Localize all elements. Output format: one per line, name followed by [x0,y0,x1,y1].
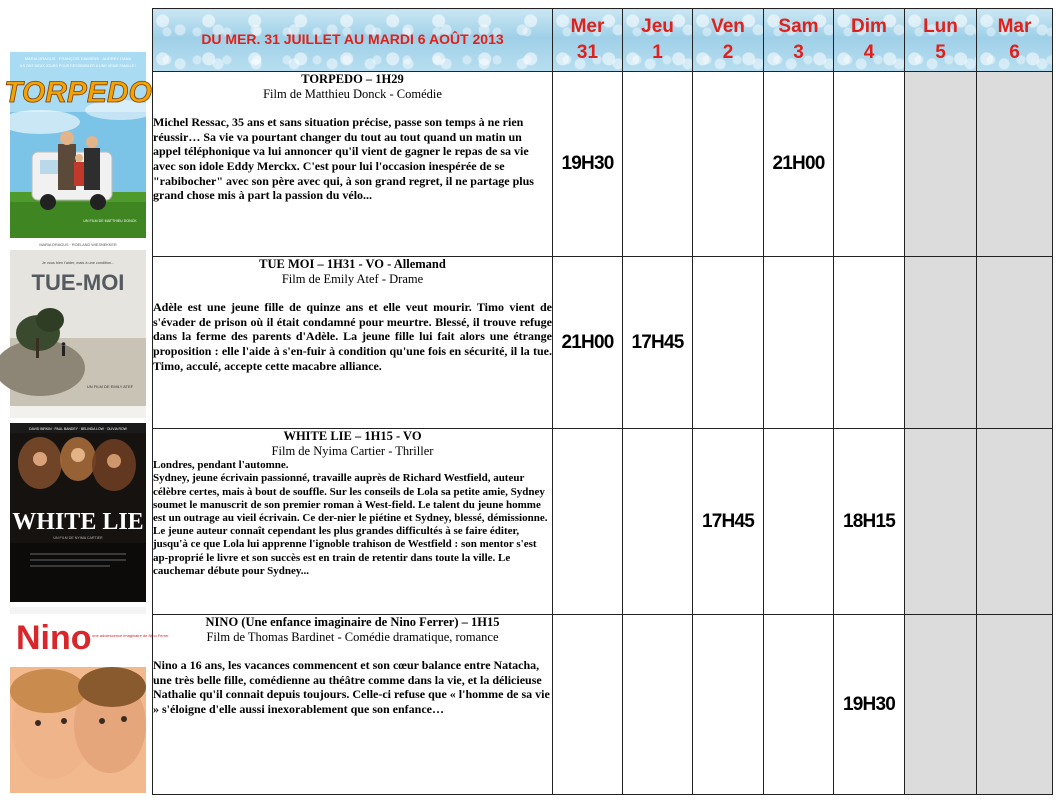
schedule-header-row [153,9,1053,72]
film-meta: Film de Emily Atef - Drame [281,271,424,286]
showtime-cell [834,72,905,257]
poster-torpedo [4,52,152,238]
film-row-white-lie [153,429,1053,615]
showtime-cell: 21H00 [764,72,834,257]
day-number: 5 [935,42,946,63]
poster-white-lie-credit: UN FILM DE NYIMA CARTIER [53,536,103,540]
day-header [553,9,623,72]
showtime-cell [693,72,764,257]
day-name: Mar [997,16,1032,37]
day-name: Dim [851,16,887,37]
showtime-cell [693,615,764,795]
showtime-cell-closed [905,257,977,429]
day-name: Lun [923,16,958,37]
film-description [153,429,553,615]
showtime-cell-closed [905,72,977,257]
film-title: TUE MOI – 1H31 - VO - Allemand [259,257,446,271]
showtime-cell: 18H15 [834,429,905,615]
film-synopsis: Adèle est une jeune fille de quinze ans et elle veut mourir. Timo vient de s'évader de prison où il était condamné pour meurtre. Blessé, il trouve refuge dans la ferme des parents d'Adèle. La jeune fille lui fait alors une étrange proposition : elle l'aide à s'en-fuir à condition qu'une fois en sécurité, il la tue. Timo, acculé, accepte cette macabre alliance. [153,300,552,373]
film-title: TORPEDO – 1H29 [301,72,404,86]
film-meta: Film de Thomas Bardinet - Comédie dramatique, romance [206,629,499,644]
poster-tue-moi-credit: UN FILM DE EMILY ATEF [86,384,134,389]
day-number: 2 [722,42,734,63]
showtime-cell [623,72,693,257]
day-number: 31 [576,42,599,63]
showtime-cell [764,429,834,615]
poster-white-lie-title: WHITE LIE [12,509,144,535]
film-meta: Film de Nyima Cartier - Thriller [271,443,434,458]
day-header [834,9,905,72]
film-description [153,257,553,429]
day-number: 3 [793,42,804,63]
period-header [153,9,553,72]
poster-nino-tagline: une adolescence imaginaire de Nino Ferrer [92,633,169,638]
day-name: Ven [711,16,745,37]
day-header [764,9,834,72]
showtime-cell [553,429,623,615]
day-header [623,9,693,72]
showtime-cell [834,257,905,429]
poster-white-lie [10,423,146,602]
day-number: 1 [652,42,663,63]
poster-tue-moi-title: TUE-MOI [31,270,125,295]
poster-torpedo-tagline: ILS ONT DEUX JOURS POUR RESSEMBLER À UNE VRAIE FAMILLE ! [19,64,137,68]
showtime-cell [623,429,693,615]
showtime-cell-closed [977,429,1053,615]
poster-white-lie-top: DAVID BIRKIN · PAUL BANDEY · BELINDA LOW · OLIVIA ROW [29,427,127,431]
poster-nino [10,607,169,793]
film-title: NINO (Une enfance imaginaire de Nino Ferrer) – 1H15 [205,615,500,629]
poster-torpedo-title: TORPEDO [4,76,152,109]
film-synopsis: Nino a 16 ans, les vacances commencent et son cœur balance entre Natacha, une très belle fille, comédienne au théâtre comme dans la vie, et la délicieuse Nathalie qu'il connait depuis toujours. Celle-ci refuse que « l'homme de sa vie » s'éloigne d'elle aussi inexorablement que son enfance… [153,658,550,716]
day-header [693,9,764,72]
day-header [905,9,977,72]
film-row-tue-moi [153,257,1053,429]
film-synopsis: Michel Ressac, 35 ans et sans situation précise, passe son temps à ne rien réussir… Sa vie va pourtant changer du tout au tout quand un matin un appel téléphonique va lui annoncer qu'il vient de gagner le repas de sa vie avec son idole Eddy Merckx. C'est pour lui l'occasion inespérée de se "rabibocher" avec son père avec qui, à son grand regret, il ne partage plus grand chose mis à part la passion du vélo... [153,115,534,203]
showtime-cell-closed [977,72,1053,257]
poster-nino-title: Nino [16,619,92,657]
showtime-cell-closed [977,257,1053,429]
film-description [153,72,553,257]
showtime-cell [553,615,623,795]
showtime-cell: 21H00 [553,257,623,429]
film-synopsis: Londres, pendant l'automne. Sydney, jeune écrivain passionné, travaille auprès de Richard Westfield, auteur célèbre certes, mais à bout de souffle. Sur les conseils de Lola sa petite amie, Sydney soumet le manuscrit de son premier roman à West-field. Le talent du jeune homme est un outrage au vieil écrivain. Ce der-nier le piétine et Sydney, blessé, démissionne. Le jeune auteur connaît cependant les plus grandes difficultés à se faire éditer, jusqu'à ce que Lola lui apprenne l'ignoble trahison de Westfield : son mentor s'est ap-proprié le livre et son succès est en train de retentir dans toute la ville. Le cauchemar débute pour Sydney... [153,459,548,577]
poster-tue-moi-tagline: Je vous bien t'aider, mais à une condition... [41,261,115,265]
film-row-nino [153,615,1053,795]
poster-torpedo-top: MARIA DRAGUS · FRANÇOIS DAMIENS · AUDREY DANA [24,56,132,61]
showtime-cell-closed [977,615,1053,795]
period-title: DU MER. 31 JUILLET AU MARDI 6 AOÛT 2013 [201,31,504,47]
day-header [977,9,1053,72]
showtime-cell [764,257,834,429]
showtime-cell [764,615,834,795]
day-number: 6 [1009,42,1020,63]
film-description [153,615,553,795]
poster-tue-moi-top: MARIA DRAGUS · ROELAND WIESNEKKER [39,243,117,247]
film-meta: Film de Matthieu Donck - Comédie [263,86,442,101]
showtime-cell: 19H30 [834,615,905,795]
showtime-cell-closed [905,615,977,795]
showtime-cell [693,257,764,429]
film-title: WHITE LIE – 1H15 - VO [283,429,422,443]
day-name: Jeu [641,16,674,37]
showtime-cell: 19H30 [553,72,623,257]
day-name: Sam [778,16,819,37]
schedule-table [152,8,1053,795]
poster-tue-moi [10,238,146,418]
showtime-cell-closed [905,429,977,615]
film-row-torpedo [153,72,1053,257]
poster-torpedo-credit: UN FILM DE MATTHIEU DONCK [83,219,137,223]
day-number: 4 [863,42,875,63]
showtime-cell: 17H45 [623,257,693,429]
showtime-cell: 17H45 [693,429,764,615]
day-name: Mer [570,16,605,37]
showtime-cell [623,615,693,795]
